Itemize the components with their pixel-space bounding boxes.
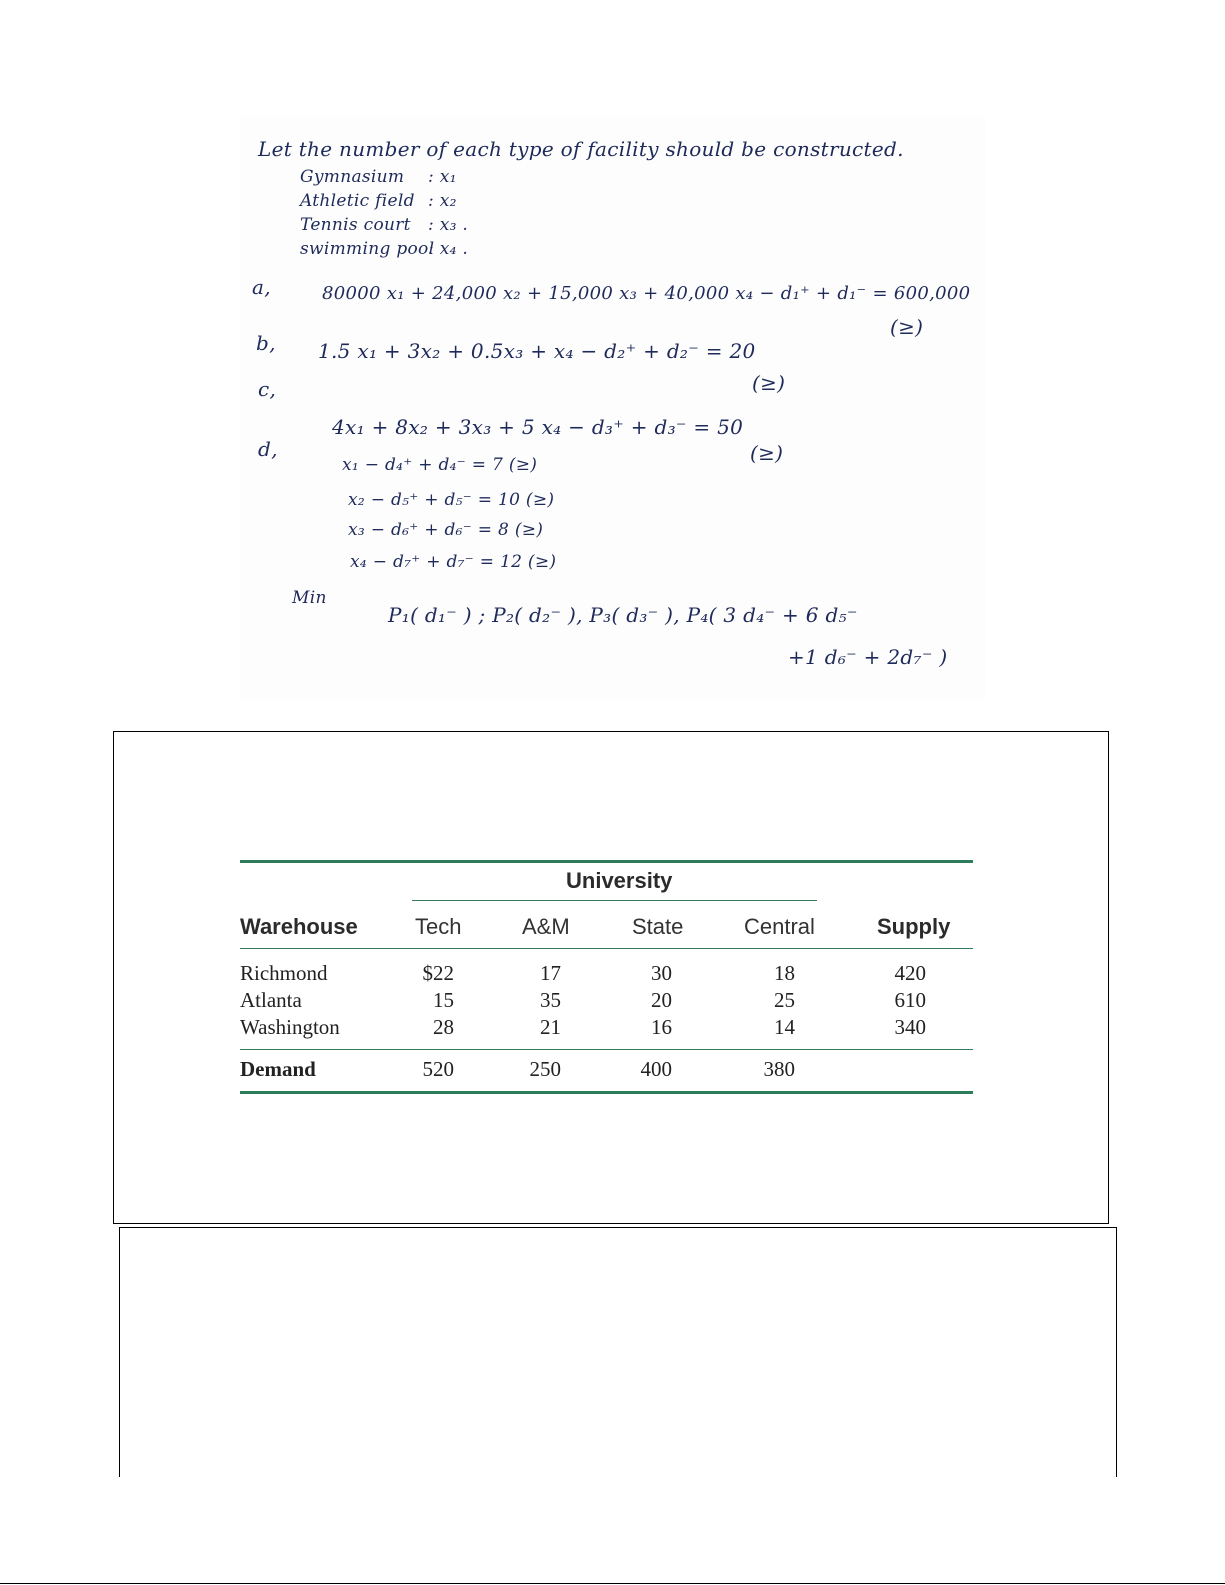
cell-state: 30 xyxy=(651,961,672,985)
min-expression-continued: +1 d₆⁻ + 2d₇⁻ ) xyxy=(788,645,948,669)
table-bottom-rule xyxy=(240,1091,973,1094)
part-a-equation: 80000 x₁ + 24,000 x₂ + 15,000 x₃ + 40,000 x₄ − d₁⁺ + d₁⁻ = 600,000 xyxy=(322,283,971,304)
part-b-equation: 1.5 x₁ + 3x₂ + 0.5x₃ + x₄ − d₂⁺ + d₂⁻ = 20 xyxy=(318,339,756,363)
cell-central: 25 xyxy=(774,988,795,1012)
row-name: Richmond xyxy=(240,961,328,985)
min-label: Min xyxy=(292,588,327,608)
demand-rule xyxy=(240,1049,973,1050)
header-rule xyxy=(240,948,973,949)
var-name-2: Athletic field xyxy=(300,191,415,211)
demand-state: 400 xyxy=(640,1057,672,1081)
demand-am: 250 xyxy=(529,1057,561,1081)
part-d-equation-4: x₄ − d₇⁺ + d₇⁻ = 12 (≥) xyxy=(350,552,557,572)
part-b-label: b, xyxy=(256,331,276,355)
col-header-warehouse: Warehouse xyxy=(240,914,358,939)
var-name-3: Tennis court xyxy=(300,215,411,235)
part-c-equation: 4x₁ + 8x₂ + 3x₃ + 5 x₄ − d₃⁺ + d₃⁻ = 50 xyxy=(332,415,744,439)
col-header-central: Central xyxy=(744,914,815,939)
cell-am: 35 xyxy=(540,988,561,1012)
min-expression: P₁( d₁⁻ ) ; P₂( d₂⁻ ), P₃( d₃⁻ ), P₄( 3 d₄⁻ + 6 d₅⁻ xyxy=(388,603,858,627)
col-header-state: State xyxy=(632,914,684,939)
transportation-table xyxy=(240,860,973,1104)
demand-central: 380 xyxy=(763,1057,795,1081)
var-sym-3: : x₃ . xyxy=(428,215,469,235)
col-header-supply: Supply xyxy=(877,914,951,939)
cell-central: 18 xyxy=(774,961,795,985)
cell-am: 17 xyxy=(540,961,561,985)
var-name-1: Gymnasium xyxy=(300,167,405,187)
group-header-rule xyxy=(412,900,817,901)
var-sym-2: : x₂ xyxy=(428,191,457,211)
cell-state: 20 xyxy=(651,988,672,1012)
part-c-sign: (≥) xyxy=(750,441,784,465)
handwritten-solution xyxy=(240,115,985,700)
cell-state: 16 xyxy=(651,1015,672,1039)
cell-tech: 15 xyxy=(433,988,454,1012)
group-header: University xyxy=(566,868,673,893)
page-bottom-rule xyxy=(0,1583,1225,1584)
var-sym-4: : x₄ . xyxy=(428,239,469,259)
intro-line: Let the number of each type of facility should be constructed. xyxy=(258,137,904,161)
cell-central: 14 xyxy=(774,1015,795,1039)
part-a-label: a, xyxy=(252,275,271,299)
table-top-rule xyxy=(240,860,973,863)
part-d-equation-3: x₃ − d₆⁺ + d₆⁻ = 8 (≥) xyxy=(348,520,544,540)
row-name: Atlanta xyxy=(240,988,302,1012)
var-name-4: swimming pool xyxy=(300,239,435,259)
col-header-am: A&M xyxy=(522,914,570,939)
cell-supply: 610 xyxy=(894,988,926,1012)
part-b-sign: (≥) xyxy=(752,371,786,395)
cell-tech: $22 xyxy=(422,961,454,985)
cell-am: 21 xyxy=(540,1015,561,1039)
part-d-label: d, xyxy=(258,437,278,461)
part-c-label: c, xyxy=(258,377,277,401)
demand-tech: 520 xyxy=(422,1057,454,1081)
cell-supply: 420 xyxy=(894,961,926,985)
part-a-sign: (≥) xyxy=(890,315,924,339)
part-d-equation-2: x₂ − d₅⁺ + d₅⁻ = 10 (≥) xyxy=(348,490,555,510)
cell-tech: 28 xyxy=(433,1015,454,1039)
row-name: Washington xyxy=(240,1015,340,1039)
empty-answer-frame xyxy=(119,1227,1117,1477)
demand-label: Demand xyxy=(240,1057,316,1081)
part-d-equation-1: x₁ − d₄⁺ + d₄⁻ = 7 (≥) xyxy=(342,455,538,475)
cell-supply: 340 xyxy=(894,1015,926,1039)
var-sym-1: : x₁ xyxy=(428,167,457,187)
col-header-tech: Tech xyxy=(415,914,462,939)
